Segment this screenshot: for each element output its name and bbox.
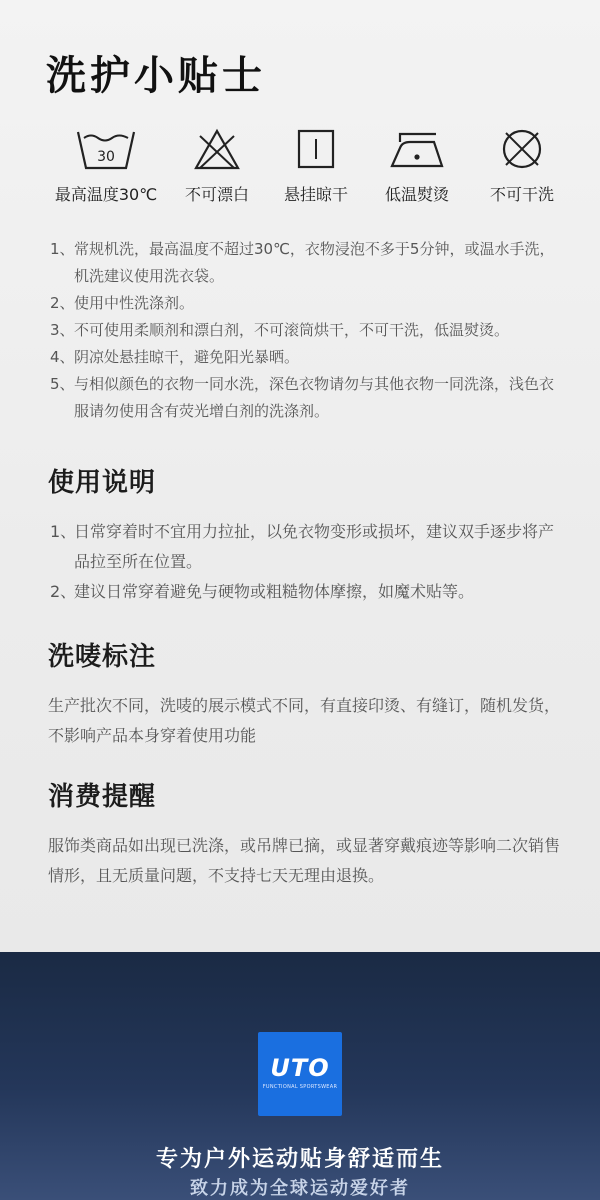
logo-subtext: FUNCTIONAL SPORTSWEAR (262, 1084, 338, 1090)
no-dry-clean-icon (498, 126, 546, 172)
item-number: 2、 (50, 294, 75, 312)
list-item (48, 577, 568, 607)
item-number: 1、 (50, 522, 77, 541)
care-icon-iron (357, 126, 477, 205)
wash-temp-text: 30 (97, 149, 115, 165)
item-number: 4、 (50, 348, 75, 366)
care-tips (48, 236, 563, 425)
logo-text: UTO (270, 1054, 330, 1082)
item-number: 1、 (50, 240, 75, 258)
care-tips-list (48, 236, 563, 425)
item-text: 与相似颜色的衣物一同水洗，深色衣物请勿与其他衣物一同洗涤，浅色衣服请勿使用含有荧光增白剂的洗涤剂。 (74, 375, 555, 420)
consumer-section (48, 776, 568, 891)
care-label: 不可漂白 (184, 185, 249, 204)
care-label: 最高温度30℃ (54, 185, 158, 204)
item-number: 2、 (50, 582, 77, 601)
consumer-title: 消费提醒 (48, 782, 157, 812)
care-label: 低温熨烫 (384, 185, 449, 204)
list-item (48, 290, 563, 317)
no-bleach-icon (192, 126, 242, 172)
consumer-text: 服饰类商品如出现已洗涤，或吊牌已摘，或显著穿戴痕迹等影响二次销售情形，且无质量问题，不支持七天无理由退换。 (48, 836, 561, 885)
care-icons-row (0, 126, 600, 216)
brand-logo (258, 1032, 342, 1116)
item-number: 3、 (50, 321, 75, 339)
usage-section (48, 462, 568, 607)
brand-footer (0, 952, 600, 1200)
item-text: 常规机洗，最高温度不超过30℃，衣物浸泡不多于5分钟，或温水手洗，机洗建议使用洗衣袋。 (74, 240, 555, 285)
line-dry-icon (294, 126, 338, 172)
item-text: 建议日常穿着避免与硬物或粗糙物体摩擦，如魔术贴等。 (74, 582, 475, 601)
list-item (48, 317, 563, 344)
item-number: 5、 (50, 375, 75, 393)
list-item (48, 236, 563, 290)
item-text: 阴凉处悬挂晾干，避免阳光暴晒。 (74, 348, 300, 366)
slogan-sub: 致力成为全球运动爱好者 (190, 1178, 410, 1199)
wash-30-icon (75, 126, 137, 172)
usage-list (48, 517, 568, 607)
list-item (48, 517, 568, 577)
care-label: 悬挂晾干 (283, 185, 348, 204)
slogan-main: 专为户外运动贴身舒适而生 (155, 1147, 444, 1172)
item-text: 日常穿着时不宜用力拉扯，以免衣物变形或损坏，建议双手逐步将产品拉至所在位置。 (74, 522, 555, 571)
label-note-text: 生产批次不同，洗唛的展示模式不同，有直接印烫、有缝订，随机发货，不影响产品本身穿着使用功能 (48, 696, 561, 745)
label-note-title: 洗唛标注 (48, 642, 157, 672)
care-title: 洗护小贴士 (46, 53, 266, 99)
care-icon-dryclean (462, 126, 582, 205)
care-icon-wash (46, 126, 166, 205)
list-item (48, 344, 563, 371)
iron-low-icon (386, 126, 448, 172)
label-note-section (48, 636, 568, 751)
usage-title: 使用说明 (48, 468, 157, 498)
item-text: 不可使用柔顺剂和漂白剂，不可滚筒烘干，不可干洗，低温熨烫。 (74, 321, 510, 339)
care-label: 不可干洗 (489, 185, 554, 204)
list-item (48, 371, 563, 425)
item-text: 使用中性洗涤剂。 (74, 294, 195, 312)
